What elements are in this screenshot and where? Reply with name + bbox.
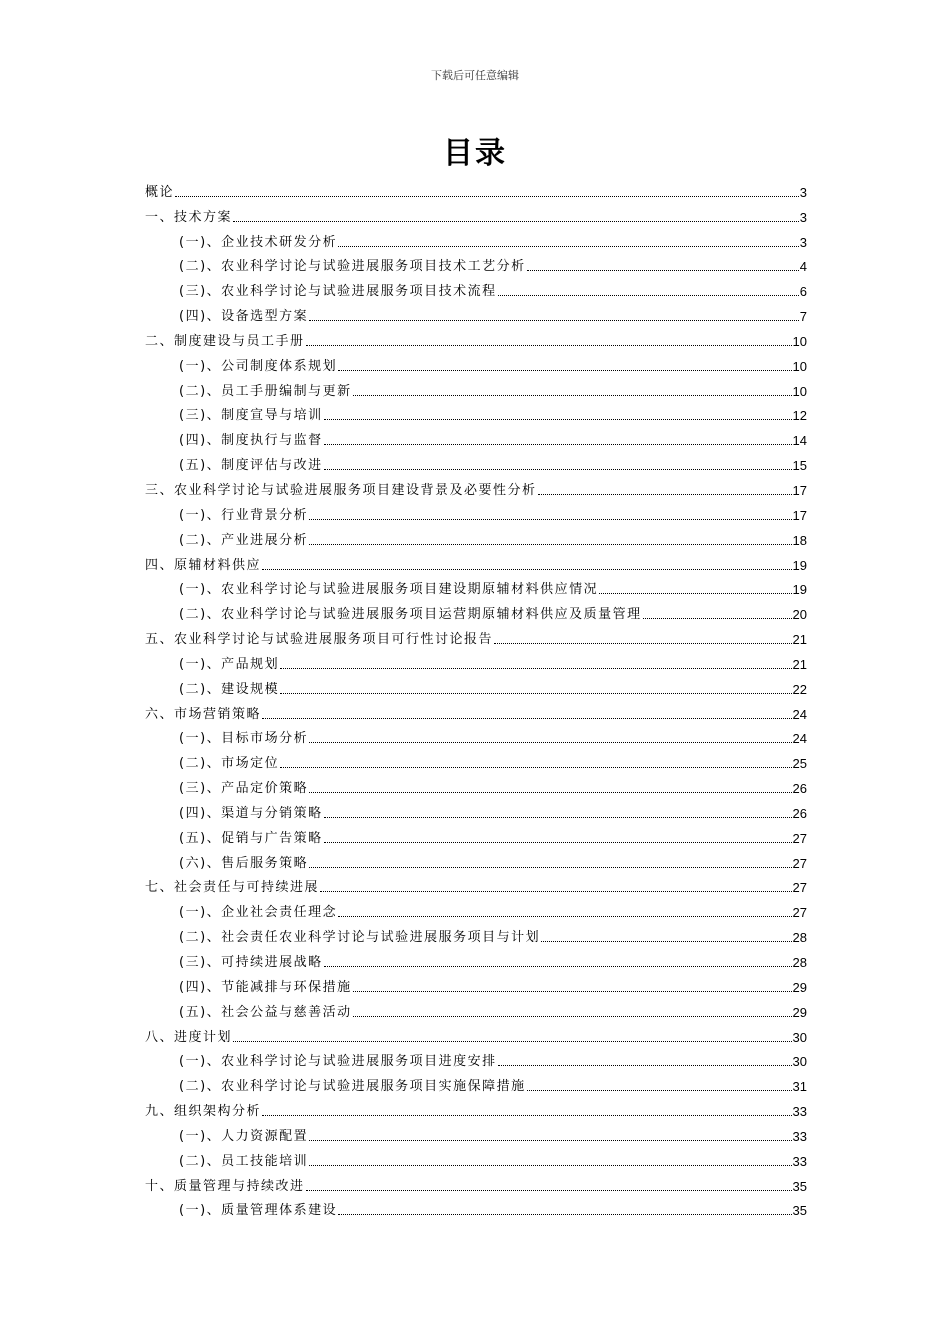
toc-entry-label: (一)、企业社会责任理念 (179, 905, 338, 921)
toc-entry-label: (一)、质量管理体系建设 (179, 1203, 338, 1219)
toc-dot-leader (309, 742, 791, 743)
toc-dot-leader (353, 991, 792, 992)
toc-entry-page-number: 35 (792, 1178, 807, 1194)
toc-dot-leader (527, 270, 799, 271)
toc-dot-leader (643, 618, 792, 619)
toc-dot-leader (338, 1214, 791, 1215)
toc-entry-label: (二)、员工手册编制与更新 (179, 383, 352, 399)
toc-entry-label: (三)、可持续进展战略 (179, 955, 323, 970)
toc-entry[interactable] (145, 896, 807, 921)
toc-entry-label: 七、社会责任与可持续进展 (145, 880, 320, 896)
toc-entry-page-number: 25 (792, 756, 807, 772)
toc-dot-leader (233, 221, 799, 222)
toc-entry-page-number: 19 (792, 582, 807, 598)
toc-entry-page-number: 3 (799, 184, 807, 200)
toc-dot-leader (527, 1090, 792, 1091)
page-title: 目录 (443, 136, 507, 171)
toc-entry-label: 八、进度计划 (145, 1029, 233, 1045)
toc-entry-label: (三)、农业科学讨论与试验进展服务项目技术流程 (179, 284, 497, 300)
toc-entry-page-number: 35 (792, 1203, 807, 1219)
toc-entry-label: (三)、产品定价策略 (179, 781, 309, 797)
toc-entry[interactable] (145, 946, 807, 971)
toc-entry-label: 概论 (145, 184, 175, 200)
toc-entry-page-number: 17 (792, 507, 807, 523)
toc-entry-page-number: 26 (792, 781, 807, 797)
toc-entry-label: (五)、社会公益与慈善活动 (179, 1004, 352, 1020)
toc-dot-leader (338, 246, 799, 247)
toc-entry[interactable] (145, 325, 807, 350)
toc-entry-page-number: 27 (792, 880, 807, 896)
toc-entry[interactable] (145, 598, 807, 623)
toc-entry-page-number: 14 (792, 433, 807, 449)
toc-entry-label: (一)、行业背景分析 (179, 507, 309, 523)
toc-entry-page-number: 24 (792, 731, 807, 747)
toc-dot-leader (309, 792, 791, 793)
toc-entry-label: (二)、农业科学讨论与试验进展服务项目技术工艺分析 (179, 259, 526, 275)
toc-entry[interactable] (145, 499, 807, 524)
toc-entry[interactable] (145, 1195, 807, 1220)
toc-dot-leader (280, 668, 791, 669)
toc-dot-leader (494, 643, 792, 644)
toc-entry[interactable] (145, 275, 807, 300)
toc-entry-label: (一)、人力资源配置 (179, 1128, 309, 1144)
toc-dot-leader (324, 444, 792, 445)
toc-dot-leader (498, 1065, 792, 1066)
toc-dot-leader (309, 867, 791, 868)
toc-dot-leader (324, 842, 792, 843)
toc-entry-page-number: 3 (799, 234, 807, 250)
toc-entry-page-number: 30 (792, 1054, 807, 1070)
toc-entry-page-number: 29 (792, 1004, 807, 1020)
toc-entry[interactable] (145, 1021, 807, 1046)
toc-entry-label: (一)、企业技术研发分析 (179, 234, 338, 250)
toc-entry-page-number: 28 (792, 930, 807, 946)
toc-entry-label: (六)、售后服务策略 (179, 855, 309, 871)
toc-entry-page-number: 12 (792, 408, 807, 424)
toc-dot-leader (233, 1041, 792, 1042)
toc-entry-label: 四、原辅材料供应 (145, 557, 262, 573)
toc-dot-leader (280, 767, 791, 768)
toc-entry[interactable] (145, 424, 807, 449)
toc-entry-page-number: 7 (799, 309, 807, 325)
toc-entry[interactable] (145, 971, 807, 996)
toc-entry[interactable] (145, 673, 807, 698)
toc-entry-label: 六、市场营销策略 (145, 706, 262, 722)
toc-entry-label: (二)、社会责任农业科学讨论与试验进展服务项目与计划 (179, 930, 541, 946)
toc-entry-page-number: 10 (792, 383, 807, 399)
toc-dot-leader (262, 1115, 792, 1116)
toc-entry-page-number: 30 (792, 1029, 807, 1045)
toc-entry[interactable] (145, 996, 807, 1021)
toc-entry-page-number: 3 (799, 209, 807, 225)
toc-dot-leader (324, 817, 792, 818)
toc-dot-leader (324, 469, 792, 470)
toc-entry-label: (五)、制度评估与改进 (179, 458, 323, 474)
toc-entry[interactable] (145, 772, 807, 797)
toc-dot-leader (309, 320, 799, 321)
toc-dot-leader (280, 693, 791, 694)
toc-entry-page-number: 17 (792, 482, 807, 498)
toc-entry-page-number: 21 (792, 656, 807, 672)
toc-dot-leader (306, 1190, 792, 1191)
toc-dot-leader (309, 544, 791, 545)
toc-entry[interactable] (145, 1046, 807, 1071)
toc-entry-page-number: 27 (792, 830, 807, 846)
header-note: 下载后可任意编辑 (431, 69, 519, 82)
toc-entry[interactable] (145, 847, 807, 872)
toc-entry[interactable] (145, 872, 807, 897)
toc-entry[interactable] (145, 1095, 807, 1120)
toc-entry[interactable] (145, 400, 807, 425)
toc-entry-label: (四)、渠道与分销策略 (179, 805, 323, 821)
toc-dot-leader (306, 345, 792, 346)
toc-entry-label: (四)、节能减排与环保措施 (179, 979, 352, 995)
toc-entry-page-number: 18 (792, 532, 807, 548)
toc-entry-label: (一)、农业科学讨论与试验进展服务项目建设期原辅材料供应情况 (179, 582, 599, 598)
toc-dot-leader (498, 295, 799, 296)
toc-entry[interactable] (145, 176, 807, 201)
toc-entry-page-number: 4 (799, 259, 807, 275)
toc-entry[interactable] (145, 921, 807, 946)
toc-entry[interactable] (145, 723, 807, 748)
toc-dot-leader (175, 196, 799, 197)
toc-entry-page-number: 27 (792, 905, 807, 921)
toc-dot-leader (262, 569, 792, 570)
toc-entry-page-number: 6 (799, 284, 807, 300)
toc-entry-page-number: 29 (792, 979, 807, 995)
toc-dot-leader (324, 966, 792, 967)
toc-entry[interactable] (145, 549, 807, 574)
toc-entry[interactable] (145, 1070, 807, 1095)
toc-entry[interactable] (145, 1120, 807, 1145)
toc-entry[interactable] (145, 648, 807, 673)
toc-entry[interactable] (145, 698, 807, 723)
toc-entry-page-number: 10 (792, 358, 807, 374)
toc-dot-leader (338, 370, 791, 371)
toc-entry[interactable] (145, 822, 807, 847)
toc-entry-page-number: 20 (792, 607, 807, 623)
toc-entry-label: 五、农业科学讨论与试验进展服务项目可行性讨论报告 (145, 632, 494, 648)
toc-dot-leader (262, 718, 792, 719)
toc-dot-leader (309, 519, 791, 520)
toc-dot-leader (320, 891, 792, 892)
toc-entry[interactable] (145, 747, 807, 772)
toc-entry[interactable] (145, 251, 807, 276)
table-of-contents (145, 176, 807, 1219)
toc-dot-leader (309, 1140, 791, 1141)
toc-entry-label: (二)、市场定位 (179, 756, 280, 772)
toc-entry[interactable] (145, 226, 807, 251)
toc-entry-label: (五)、促销与广告策略 (179, 830, 323, 846)
toc-entry-label: (一)、农业科学讨论与试验进展服务项目进度安排 (179, 1054, 497, 1070)
toc-entry-label: 十、质量管理与持续改进 (145, 1178, 305, 1194)
toc-entry-page-number: 19 (792, 557, 807, 573)
toc-entry-page-number: 22 (792, 681, 807, 697)
toc-dot-leader (541, 941, 791, 942)
toc-entry[interactable] (145, 574, 807, 599)
toc-entry-label: 一、技术方案 (145, 209, 233, 225)
toc-entry-label: (一)、产品规划 (179, 656, 280, 672)
toc-entry-page-number: 26 (792, 805, 807, 821)
toc-entry-page-number: 33 (792, 1104, 807, 1120)
toc-entry-label: (四)、制度执行与监督 (179, 433, 323, 449)
toc-entry-page-number: 33 (792, 1153, 807, 1169)
toc-entry-page-number: 33 (792, 1128, 807, 1144)
toc-entry-page-number: 21 (792, 632, 807, 648)
toc-entry[interactable] (145, 524, 807, 549)
toc-dot-leader (353, 1016, 792, 1017)
toc-dot-leader (353, 395, 792, 396)
toc-dot-leader (309, 1165, 791, 1166)
toc-entry-page-number: 15 (792, 458, 807, 474)
toc-entry-page-number: 10 (792, 333, 807, 349)
toc-entry[interactable] (145, 201, 807, 226)
toc-entry[interactable] (145, 797, 807, 822)
toc-entry-label: 九、组织架构分析 (145, 1104, 262, 1120)
toc-entry-label: (二)、建设规模 (179, 681, 280, 697)
toc-entry-label: (二)、产业进展分析 (179, 532, 309, 548)
toc-entry-label: (二)、员工技能培训 (179, 1153, 309, 1169)
toc-entry[interactable] (145, 350, 807, 375)
toc-entry-label: (二)、农业科学讨论与试验进展服务项目运营期原辅材料供应及质量管理 (179, 607, 642, 623)
toc-entry-label: (三)、制度宣导与培训 (179, 408, 323, 424)
toc-entry-page-number: 27 (792, 855, 807, 871)
toc-entry-label: (四)、设备选型方案 (179, 309, 309, 325)
toc-dot-leader (538, 494, 792, 495)
toc-entry-label: (二)、农业科学讨论与试验进展服务项目实施保障措施 (179, 1079, 526, 1095)
toc-entry-label: 三、农业科学讨论与试验进展服务项目建设背景及必要性分析 (145, 482, 537, 498)
toc-entry-label: (一)、目标市场分析 (179, 731, 309, 747)
toc-entry[interactable] (145, 300, 807, 325)
toc-entry[interactable] (145, 1170, 807, 1195)
toc-entry[interactable] (145, 474, 807, 499)
toc-dot-leader (324, 419, 792, 420)
toc-entry[interactable] (145, 623, 807, 648)
toc-entry[interactable] (145, 449, 807, 474)
toc-entry-page-number: 28 (792, 955, 807, 970)
toc-dot-leader (599, 593, 791, 594)
toc-dot-leader (338, 916, 791, 917)
toc-entry[interactable] (145, 1145, 807, 1170)
toc-entry-page-number: 24 (792, 706, 807, 722)
toc-entry-label: (一)、公司制度体系规划 (179, 358, 338, 374)
toc-entry[interactable] (145, 375, 807, 400)
toc-entry-label: 二、制度建设与员工手册 (145, 333, 305, 349)
toc-entry-page-number: 31 (792, 1079, 807, 1095)
